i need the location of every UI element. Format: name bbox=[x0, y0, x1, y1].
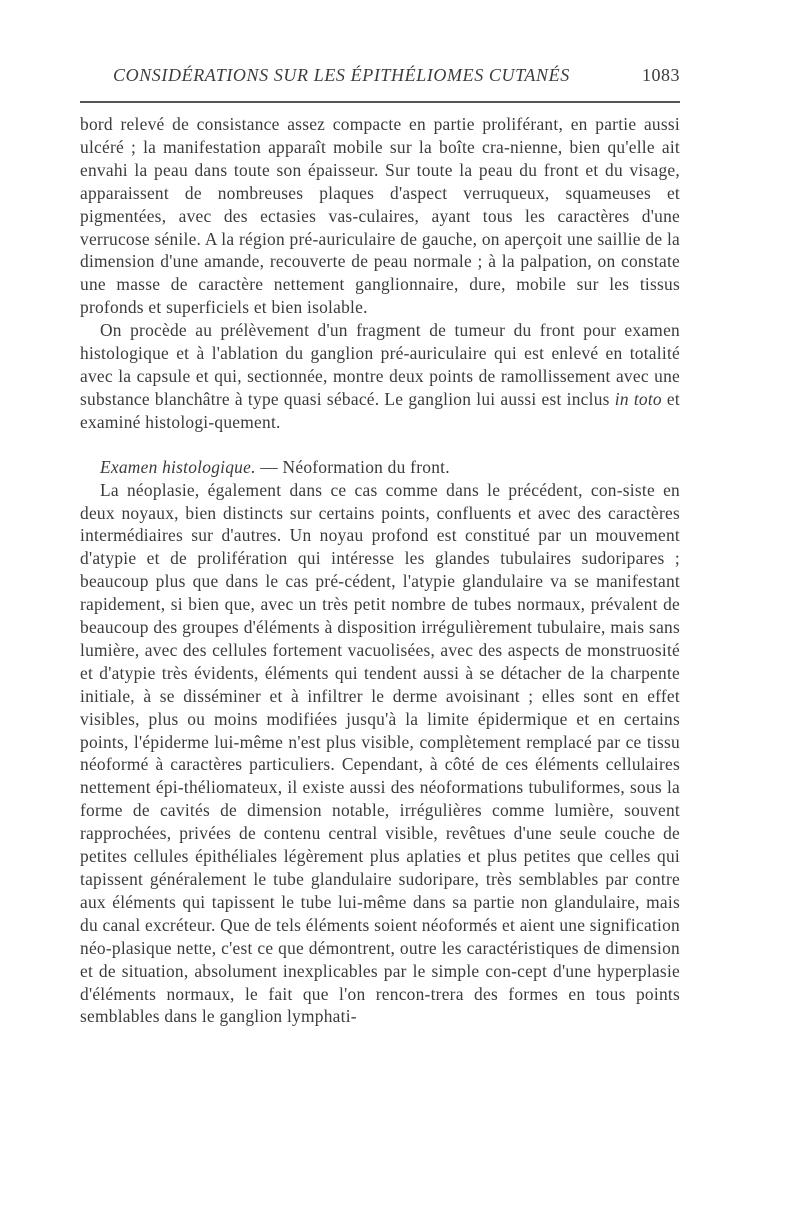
body-text bbox=[80, 113, 680, 1028]
running-head bbox=[80, 65, 680, 97]
running-title: CONSIDÉRATIONS SUR LES ÉPITHÉLIOMES CUTANÉS bbox=[113, 65, 570, 85]
section-heading-text: — Néoformation du front. bbox=[255, 456, 450, 477]
paragraph-2 bbox=[80, 319, 680, 434]
paragraph-1: bord relevé de consistance assez compacte en partie proliférant, en partie aussi ulcéré ; la manifestation apparaît mobile sur la boîte cra-nienne, bien qu'elle ait envahi la peau dans toute son épaisseur. Sur toute la peau du front et du visage, apparaissent de nombreuses plaques d'aspect verruqueux, squameuses et pigmentées, avec des ectasies vas-culaires, ayant tous les caractères d'une verrucose sénile. A la région pré-auriculaire de gauche, on aperçoit une saillie de la dimension d'une amande, recouverte de peau normale ; à la palpation, on constate une masse de caractère nettement ganglionnaire, dure, mobile sur les tissus profonds et superficiels et bien isolable. bbox=[80, 114, 680, 318]
section-heading bbox=[80, 456, 680, 479]
paragraph-2-italic: in toto bbox=[614, 388, 662, 409]
paragraph-2-text-b: et examiné histologi-quement. bbox=[80, 388, 680, 432]
page-number: 1083 bbox=[642, 65, 680, 85]
header-rule bbox=[80, 101, 680, 103]
section-heading-italic: Examen histologique. bbox=[100, 456, 256, 477]
paragraph-2-text-a: On procède au prélèvement d'un fragment de tumeur du front pour examen histologique et à l'ablation du ganglion pré-auriculaire qui est enlevé en totalité avec la capsule et qui, sectionnée, montre deux points de ramollissement avec une substance blanchâtre à type quasi sébacé. Le ganglion lui aussi est inclus bbox=[80, 320, 680, 409]
paragraph-4: La néoplasie, également dans ce cas comme dans le précédent, con-siste en deux noyaux, bien distincts sur certains points, confluents et avec des caractères intermédiaires sur d'autres. Un noyau profond est constitué par un mouvement d'atypie et de prolifération qui intéresse les glandes tubulaires sudoripares ; beaucoup plus que dans le cas pré-cédent, l'atypie glandulaire va se manifestant rapidement, si bien que, avec un très petit nombre de tubes normaux, prévalent de beaucoup des groupes d'éléments à disposition irrégulièrement tubulaire, mais sans lumière, avec des cellules fortement vacuolisées, avec des aspects de monstruosité et d'atypie très évidents, éléments qui tendent aussi à se détacher de la charpente initiale, à se disséminer et à infiltrer le derme avoisinant ; elles sont en effet visibles, plus ou moins modifiées jusqu'à la limite épidermique et en certains points, l'épiderme lui-même n'est plus visible, complètement remplacé par ce tissu néoformé à caractères particuliers. Cependant, à côté de ces éléments cellulaires nettement épi-théliomateux, il existe aussi des néoformations tubuliformes, sous la forme de cavités de dimension notable, irrégulières comme lumière, souvent rapprochées, privées de contenu central visible, revêtues d'une seule couche de petites cellules épithéliales légèrement plus aplaties et plus petites que celles qui tapissent généralement le tube glandulaire sudoripare, très semblables par contre aux éléments qui tapissent le tube lui-même dans sa partie non glandulaire, mais du canal excréteur. Que de tels éléments soient néoformés et aient une signification néo-plasique nette, c'est ce que démontrent, outre les caractéristiques de dimension et de situation, absolument inexplicables par le simple con-cept d'une hyperplasie d'éléments normaux, le fait que l'on rencon-trera des formes en tous points semblables dans le ganglion lymphati- bbox=[80, 479, 680, 1027]
book-page bbox=[80, 0, 680, 1214]
